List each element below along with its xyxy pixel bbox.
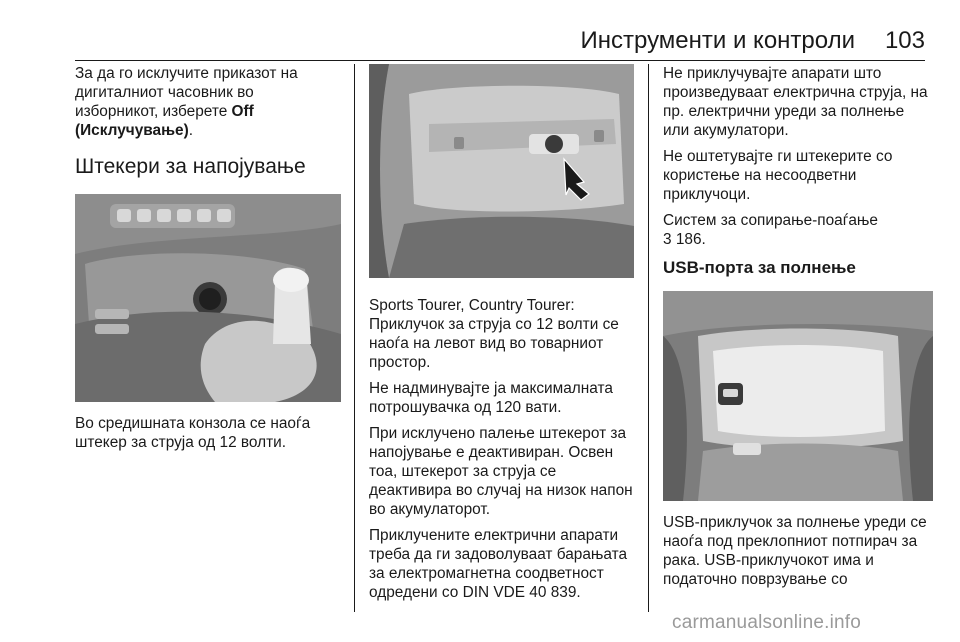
column-divider-left [354,64,355,612]
stop-start-reference [663,211,933,249]
intro-end: . [188,122,193,139]
column-divider-right [648,64,649,612]
section-heading-power-outlets: Штекери за напојување [75,155,306,178]
max-power-paragraph: Не надминувајте ја максималната потрошувачка од 120 вати. [369,380,613,416]
page-number: 103 [884,27,925,54]
no-damage-paragraph: Не оштетувајте ги штекерите со користење на несоодветни приклучоци. [663,148,893,203]
usb-port-caption: USB-приклучок за полнење уреди се наоѓа под преклопниот потпирач за рака. USB-приклучокот има и податочно поврзување со [663,514,927,588]
usb-port-illustration [663,291,933,501]
stop-start-label: Систем за сопирање-поаѓање [663,212,878,229]
stop-start-page-ref[interactable]: 3 186. [663,231,706,248]
console-outlet-illustration [75,194,341,402]
no-charging-devices-paragraph: Не приклучувајте апарати што произведуваат електрична струја, на пр. електрични уреди за полнење или акумулатори. [663,65,928,139]
column-2 [369,64,634,609]
intro-line-1: За да го исклучите приказот на [75,65,298,82]
header-rule [75,60,925,61]
page-header [75,26,925,56]
console-outlet-caption: Во средишната конзола се наоѓа штекер за струја од 12 волти. [75,415,311,451]
watermark: carmanualsonline.info [672,612,862,633]
intro-line-3: изборникот, изберете [75,103,232,120]
column-1 [75,64,343,459]
off-label: Off [231,103,254,120]
intro-paragraph [75,64,343,140]
section-heading-usb-charging: USB-порта за полнење [663,258,856,277]
emc-requirement-paragraph: Приклучените електрични апарати треба да ги задоволуваат барањата за електромагнетна соодветност одредени со DIN VDE 40 839. [369,527,628,601]
intro-line-2: дигиталниот часовник во [75,84,254,101]
off-label-translation: (Исклучување) [75,122,189,139]
cargo-outlet-paragraph: Sports Tourer, Country Tourer: Приклучок за струја со 12 волти се наоѓа на левот вид во товарниот простор. [369,297,619,371]
page-header-title: Инструменти и контроли [580,27,855,54]
ignition-off-paragraph: При исклучено палење штекерот за напојување е деактивиран. Освен тоа, штекерот за струја се деактивира во случај на низок напон во акумулаторот. [369,425,633,518]
column-3 [663,64,933,596]
cargo-outlet-illustration [369,64,634,278]
